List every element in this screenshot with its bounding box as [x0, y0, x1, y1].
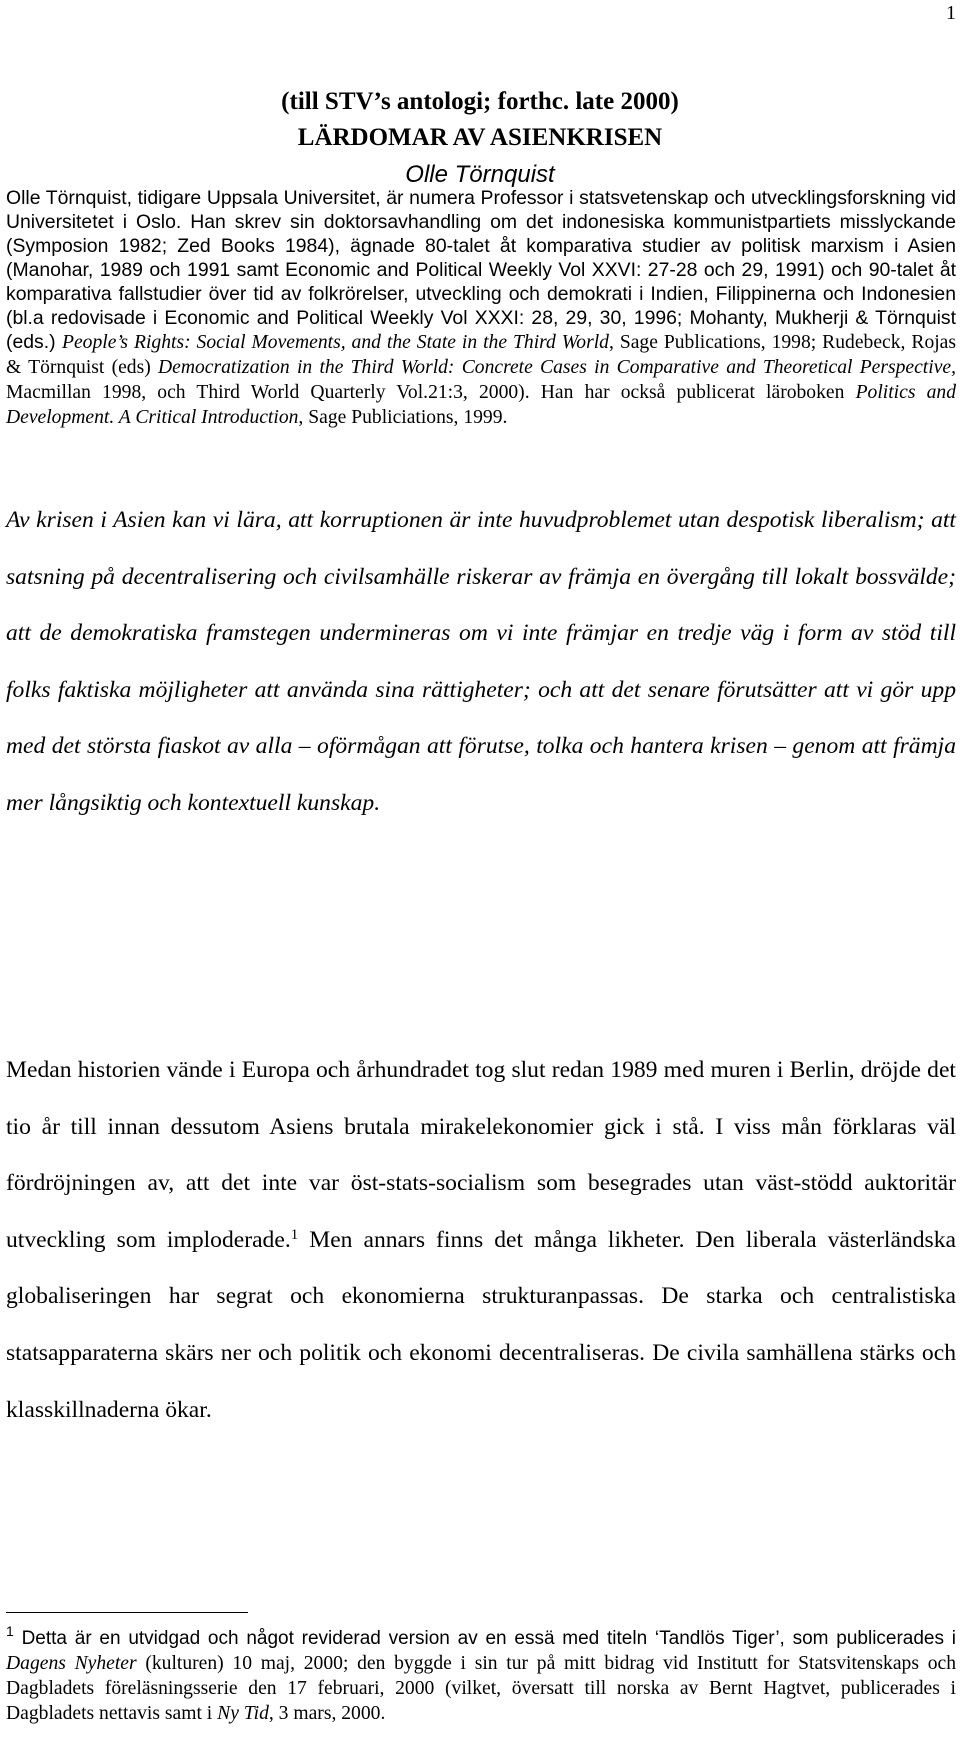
body-text-2: Men annars finns det många likheter. Den liberala västerländska globaliseringen har segrat och ekonomierna strukturanpassas. De starka och centralistiska statsapparaterna skärs ner och politik och ekonomi decentraliseras. De civila samhällena stärks och klasskillnaderna ökar. — [6, 1226, 956, 1423]
bio-title-politics-development: Politics and Development. A Critical Introduction — [6, 382, 957, 428]
author-name: Olle Törnquist — [405, 161, 555, 188]
publication-note: (till STV’s antologi; forthc. late 2000) — [281, 88, 679, 115]
document-title: LÄRDOMAR AV ASIENKRISEN — [297, 124, 663, 151]
footnote-separator — [6, 1612, 248, 1613]
footnote-marker: 1 — [6, 1623, 14, 1639]
page-number: 1 — [946, 2, 956, 24]
footnote-title-dagens-nyheter: Dagens Nyheter — [6, 1653, 137, 1674]
body-text-1: Medan historien vände i Europa och århundradet tog slut redan 1989 med muren i Berlin, dröjde det tio år till innan dessutom Asiens brutala mirakelekonomier gick i stå. I viss mån förklaras väl fördröjningen av, att det inte var öst-stats-socialism som besegrades utan väst-stödd auktoritär utveckling som imploderade. — [6, 1057, 956, 1253]
bio-text-2: , Sage Publications, 1998; Rudebeck, Rojas & Törnquist (eds) — [6, 332, 957, 378]
bio-text-1: Olle Törnquist, tidigare Uppsala Universitet, är numera Professor i statsvetenskap och utvecklingsforskning vid Universitetet i Oslo. Han skrev sin doktorsavhandling om det indonesiska kommunistpartiets misslyckande (Symposion 1982; Zed Books 1984), ägnade 80-talet åt komparativa studier av politisk marxism i Asien (Manohar, 1989 och 1991 samt Economic and Political Weekly Vol XXVI: 27-28 och 29, 1991) och 90-talet åt komparativa fallstudier över tid av folkrörelser, utveckling och demokrati i Indien, Filippinerna och Indonesien (bl.a redovisade i Economic and Political Weekly Vol XXXI: 28, 29, 30, 1996; Mohanty, Mukherji & Törnquist (eds.) — [6, 187, 956, 353]
footnote-text-3: , 3 mars, 2000. — [268, 1703, 386, 1724]
bio-text-3: Macmillan 1998, och Third World Quarterly Vol.21:3, 2000). Han har också publicerat läroboken — [6, 382, 856, 403]
bio-text-4: , Sage Publiciations, 1999. — [298, 407, 508, 428]
footnote — [6, 1623, 956, 1726]
author-bio — [6, 186, 956, 430]
body-paragraph — [6, 1042, 956, 1438]
bio-title-peoples-rights: People’s Rights: Social Movements, and the State in the Third World — [62, 332, 609, 353]
document-header — [0, 84, 960, 190]
footnote-text-1: Detta är en utvidgad och något reviderad version av en essä med titeln ‘Tandlös Tiger’, som publicerades i — [13, 1628, 956, 1649]
bio-title-democratization: Democratization in the Third World: Concrete Cases in Comparative and Theoretical Perspective, — [158, 357, 956, 378]
footnote-reference: 1 — [290, 1226, 299, 1243]
footnote-text-2: (kulturen) 10 maj, 2000; den byggde i sin tur på mitt bidrag vid Institutt for Statsvitenskaps och Dagbladets föreläsningsserie den 17 februari, 2000 (vilket, översatt till norska av Bernt Hagtvet, publicerades i Dagbladets nettavis samt i — [6, 1653, 956, 1724]
footnote-title-ny-tid: Ny Tid — [217, 1703, 269, 1724]
abstract: Av krisen i Asien kan vi lära, att korruptionen är inte huvudproblemet utan despotisk liberalism; att satsning på decentralisering och civilsamhälle riskerar av främja en övergång till lokalt bossvälde; att de demokratiska framstegen undermineras om vi inte främjar en tredje väg i form av stöd till folks faktiska möjligheter att använda sina rättigheter; och att det senare förutsätter att vi gör upp med det största fiaskot av alla – oförmågan att förutse, tolka och hantera krisen – genom att främja mer långsiktig och kontextuell kunskap. — [6, 507, 956, 816]
